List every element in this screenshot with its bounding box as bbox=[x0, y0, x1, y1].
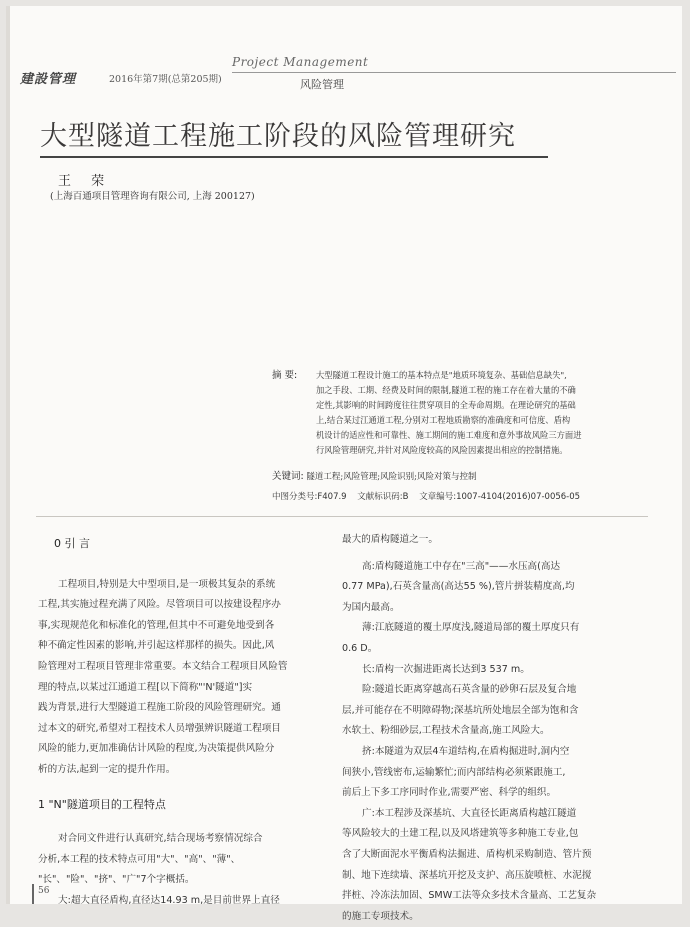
paragraph-line: 水软土、粉细砂层,工程技术含量高,施工风险大。 bbox=[342, 725, 550, 737]
paragraph-line: 最大的盾构隧道之一。 bbox=[342, 534, 438, 545]
column-name: 风险管理 bbox=[300, 78, 344, 91]
abstract-text bbox=[316, 368, 582, 458]
issue-info: 2016年第7期(总第205期) bbox=[109, 74, 222, 85]
paragraph-line: 层,并可能存在不明障碍物;深基坑所处地层全部为饱和含 bbox=[342, 704, 579, 716]
journal-logo: 建設管理 bbox=[20, 72, 77, 87]
page-number: 56 bbox=[38, 886, 50, 896]
title-underline bbox=[40, 156, 548, 158]
keywords-label: 关键词: bbox=[272, 471, 304, 482]
paragraph-line: 大:超大直径盾构,直径达14.93 m,是目前世界上直径 bbox=[58, 894, 280, 906]
paragraph-line: 前后上下多工序同时作业,需要严密、科学的组织。 bbox=[342, 787, 557, 799]
paragraph-line: 0.77 MPa),石英含量高(高达55 %),管片拼装精度高,均 bbox=[342, 581, 575, 593]
paragraph-line: 风险的能力,更加准确估计风险的程度,为决策提供风险分 bbox=[38, 743, 275, 755]
paragraph-line: "长"、"险"、"挤"、"广"7个字概括。 bbox=[38, 874, 195, 886]
paragraph-line: 广:本工程涉及深基坑、大直径长距离盾构越江隧道 bbox=[362, 807, 577, 819]
document-code: 文献标识码:B bbox=[357, 492, 409, 502]
paragraph-line: 为国内最高。 bbox=[342, 601, 400, 613]
paragraph-line: 制、地下连续墙、深基坑开挖及支护、高压旋喷桩、水泥搅 bbox=[342, 869, 592, 881]
classification-row bbox=[272, 490, 588, 502]
paragraph-line: 险管理对工程项目管理非常重要。本文结合工程项目风险管 bbox=[38, 660, 288, 672]
paragraph-line: 工程,其实施过程充满了风险。尽管项目可以按建设程序办 bbox=[38, 599, 281, 611]
keywords-text: 隧道工程;风险管理;风险识别;风险对策与控制 bbox=[306, 472, 477, 482]
section-heading-characteristics: 1 "N"隧道项目的工程特点 bbox=[38, 797, 166, 811]
keywords-row bbox=[272, 469, 477, 484]
paragraph-line: 拌桩、冷冻法加固、SMW工法等众多技术含量高、工艺复杂 bbox=[342, 890, 597, 902]
paragraph-line: 险:隧道长距离穿越高石英含量的砂卵石层及复合地 bbox=[362, 684, 577, 696]
abstract-block bbox=[272, 368, 622, 458]
paragraph-line: 间狭小,管线密布,运输繁忙;而内部结构必须紧跟施工, bbox=[342, 766, 566, 778]
abstract-line: 上,结合某过江通道工程,分别对工程地质勘察的准确度和可信度、盾构 bbox=[316, 415, 571, 425]
paragraph-line: 理的特点,以某过江通道工程[以下简称"'N'隧道"]实 bbox=[38, 681, 253, 693]
abstract-line: 大型隧道工程设计施工的基本特点是"地质环境复杂、基础信息缺失", bbox=[316, 370, 567, 380]
clc-number: 中图分类号:F407.9 bbox=[272, 492, 347, 502]
paragraph-line: 高:盾构隧道施工中存在"三高"——水压高(高达 bbox=[362, 560, 561, 572]
abstract-line: 机设计的适应性和可靠性、施工期间的施工难度和意外事故风险三方面进 bbox=[316, 430, 582, 440]
abstract-line: 加之手段、工期、经费及时间的限制,隧道工程的施工存在着大量的不确 bbox=[316, 385, 576, 395]
header-rule bbox=[232, 72, 676, 73]
paragraph-line: 事,实现规范化和标准化的管理,但其中不可避免地受到各 bbox=[38, 619, 275, 631]
abstract-line: 定性,其影响的时间跨度往往贯穿项目的全寿命周期。在理论研究的基础 bbox=[316, 400, 576, 410]
article-title: 大型隧道工程施工阶段的风险管理研究 bbox=[40, 121, 516, 152]
binding-shadow bbox=[6, 6, 10, 904]
paragraph-line: 种不确定性因素的影响,并引起这样那样的损失。因此,风 bbox=[38, 640, 275, 652]
paragraph-line: 挤:本隧道为双层4车道结构,在盾构掘进时,洞内空 bbox=[362, 745, 570, 757]
paragraph-line: 践为背景,进行大型隧道工程施工阶段的风险管理研究。通 bbox=[38, 702, 281, 714]
page-number-rule bbox=[32, 884, 34, 904]
paragraph-line: 工程项目,特别是大中型项目,是一项极其复杂的系统 bbox=[58, 578, 276, 590]
abstract-label: 摘 要: bbox=[272, 370, 298, 381]
paragraph-line: 析的方法,起到一定的提升作用。 bbox=[38, 763, 176, 775]
journal-english-name: Project Management bbox=[232, 55, 369, 69]
section-heading-introduction: 0 引 言 bbox=[54, 537, 90, 550]
left-column bbox=[38, 534, 328, 912]
paragraph-line: 的施工专项技术。 bbox=[342, 910, 419, 922]
journal-page bbox=[6, 6, 682, 922]
paragraph-line: 0.6 D。 bbox=[342, 642, 378, 654]
abstract-divider bbox=[36, 516, 648, 517]
article-number: 文章编号:1007-4104(2016)07-0056-05 bbox=[419, 492, 581, 502]
paragraph-line: 分析,本工程的技术特点可用"大"、"高"、"薄"、 bbox=[38, 853, 241, 865]
author-affiliation: (上海百通项目管理咨询有限公司, 上海 200127) bbox=[50, 191, 255, 202]
right-column bbox=[342, 530, 652, 927]
paragraph-line: 过本文的研究,希望对工程技术人员增强辨识隧道工程项目 bbox=[38, 722, 281, 734]
abstract-line: 行风险管理研究,并针对风险度较高的风险因素提出相应的控制措施。 bbox=[316, 445, 568, 455]
paragraph-line: 含了大断面泥水平衡盾构法掘进、盾构机采购制造、管片预 bbox=[342, 848, 592, 860]
paragraph-line: 等风险较大的土建工程,以及风塔建筑等多种施工专业,包 bbox=[342, 828, 579, 840]
paragraph-line: 薄:江底隧道的覆土厚度浅,隧道局部的覆土厚度只有 bbox=[362, 622, 580, 634]
paragraph-line: 长:盾构一次掘进距离长达到3 537 m。 bbox=[362, 663, 530, 675]
author-name: 王 荣 bbox=[58, 174, 113, 189]
paragraph-line: 对合同文件进行认真研究,结合现场考察情况综合 bbox=[58, 833, 263, 845]
